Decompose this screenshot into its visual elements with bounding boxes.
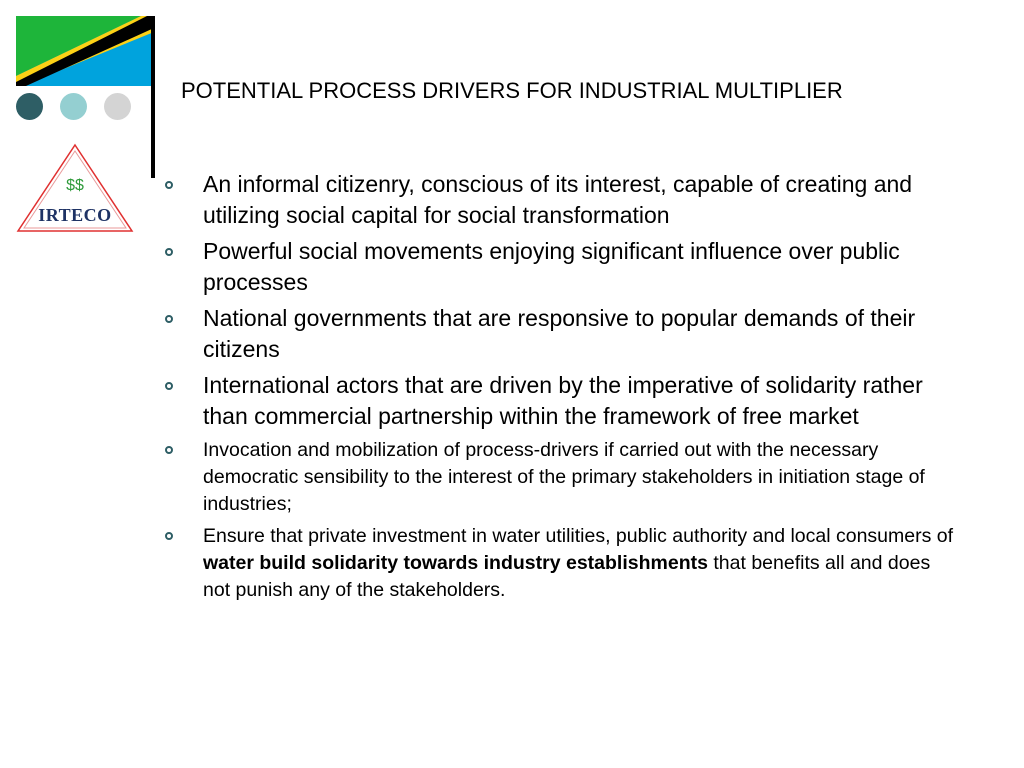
irteco-logo <box>16 143 136 235</box>
bullet-item <box>160 303 960 365</box>
bullet-circle-icon <box>165 382 173 390</box>
bullet-text-mixed <box>203 523 960 604</box>
bullet-text-lead: Ensure that private investment in water utilities, public authority and local consumers of <box>203 525 954 547</box>
bullet-text: An informal citizenry, conscious of its interest, capable of creating and utilizing social capital for social transformation <box>203 171 913 228</box>
bullet-circle-icon <box>165 446 173 454</box>
bullet-item <box>160 437 960 518</box>
vertical-rule <box>151 16 155 178</box>
dot-dark-teal-icon <box>16 93 43 120</box>
bullet-text: International actors that are driven by the imperative of solidarity rather than commercial partnership within the framework of free market <box>203 372 923 429</box>
slide-title: POTENTIAL PROCESS DRIVERS FOR INDUSTRIAL MULTIPLIER <box>181 78 843 103</box>
dot-grey-icon <box>104 93 131 120</box>
tanzania-flag-icon <box>16 16 154 86</box>
bullet-circle-icon <box>165 315 173 323</box>
bullet-text: Invocation and mobilization of process-drivers if carried out with the necessary democratic sensibility to the interest of the primary stakeholders in initiation stage of industries; <box>203 439 925 515</box>
logo-name: IRTECO <box>38 205 112 225</box>
bullet-text-emphasis: water build solidarity towards industry establishments <box>203 552 708 574</box>
bullet-text: Powerful social movements enjoying significant influence over public processes <box>203 238 900 295</box>
bullet-list <box>160 169 960 609</box>
bullet-circle-icon <box>165 181 173 189</box>
logo-dollar-mark: $$ <box>66 177 84 194</box>
bullet-item <box>160 169 960 231</box>
bullet-item <box>160 236 960 298</box>
decorative-dots <box>16 93 136 121</box>
bullet-text: National governments that are responsive to popular demands of their citizens <box>203 305 916 362</box>
bullet-text-tail: that benefits all and does not punish any of the stakeholders. <box>203 552 931 601</box>
bullet-item <box>160 523 960 604</box>
bullet-circle-icon <box>165 532 173 540</box>
bullet-circle-icon <box>165 248 173 256</box>
dot-light-teal-icon <box>60 93 87 120</box>
bullet-item <box>160 370 960 432</box>
